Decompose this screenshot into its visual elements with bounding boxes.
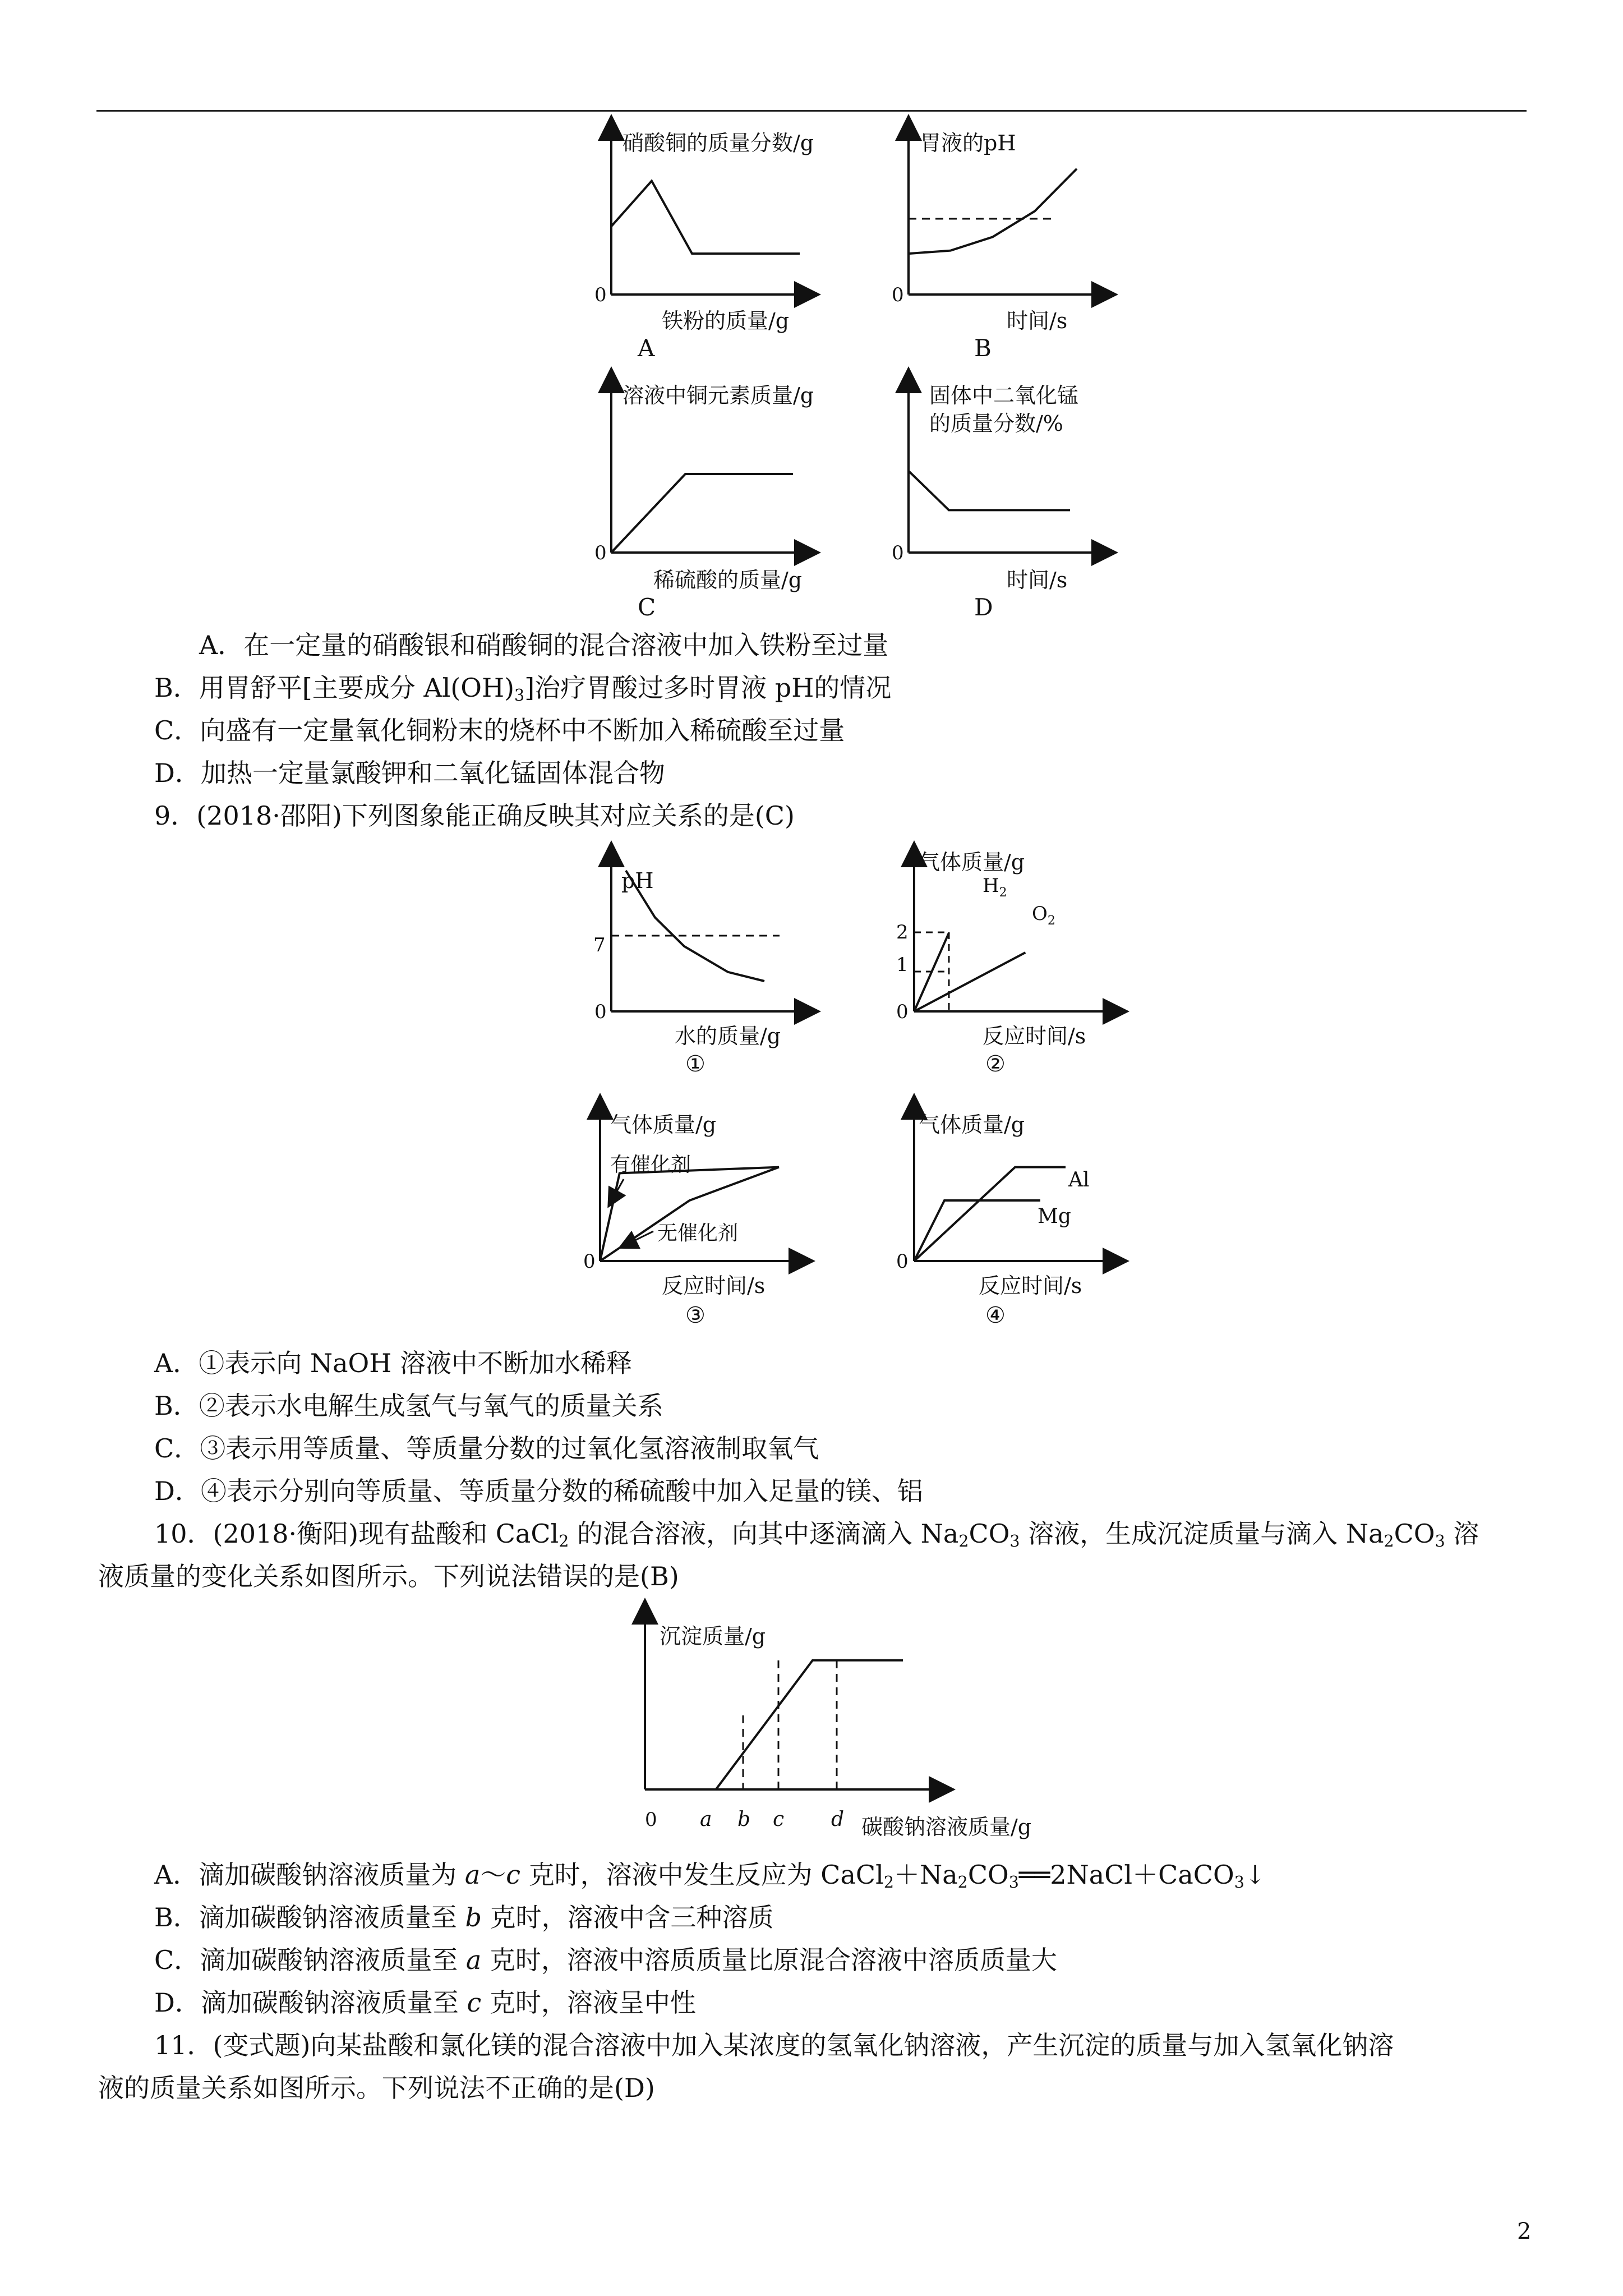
q10-option-b: B．滴加碳酸钠溶液质量至 b 克时，溶液中含三种溶质: [154, 1902, 774, 1932]
q8-option-c: C．向盛有一定量氧化铜粉末的烧杯中不断加入稀硫酸至过量: [154, 715, 845, 746]
series-line: [645, 1660, 903, 1789]
q9-option-d: D．④表示分别向等质量、等质量分数的稀硫酸中加入足量的镁、铝: [154, 1476, 923, 1506]
q9-option-c: C．③表示用等质量、等质量分数的过氧化氢溶液制取氧气: [154, 1433, 819, 1464]
x-axis-label: 时间/s: [1007, 309, 1068, 333]
q10-stem-line1: 10．(2018·衡阳)现有盐酸和 CaCl$_2$ 的混合溶液，向其中逐滴滴入 $Na_2CO_3$ 溶液，生成沉淀质量与滴入 $Na_2CO_3$ 溶: [154, 1519, 1479, 1551]
x-axis-label: 时间/s: [1007, 568, 1068, 592]
series-label-h2: $H_2$: [983, 875, 1007, 900]
q9-option-a: A．①表示向 NaOH 溶液中不断加水稀释: [154, 1348, 632, 1378]
origin-label: 0: [594, 284, 607, 306]
origin-label: 0: [896, 1250, 909, 1273]
series-line: [611, 474, 793, 553]
chart-q9-3: [561, 1099, 841, 1335]
header-rule: [96, 110, 1527, 112]
chart-q8-b: [858, 121, 1138, 362]
series-label-o2: $O_2$: [1032, 903, 1055, 928]
series-label-al: Al: [1068, 1168, 1090, 1191]
series-line-catalyst: [600, 1167, 779, 1261]
series-line-no-catalyst: [600, 1167, 779, 1261]
y-tick-label: 1: [896, 954, 909, 976]
y-axis-label: 胃液的pH: [920, 131, 1016, 155]
page-number: 2: [1517, 2219, 1532, 2244]
x-tick-a: a: [700, 1808, 712, 1831]
x-axis-label: 反应时间/s: [983, 1024, 1086, 1048]
origin-label: 0: [896, 1001, 909, 1023]
series-line-o2: [914, 953, 1025, 1011]
panel-label: C: [638, 593, 656, 621]
x-tick-b: b: [737, 1808, 751, 1831]
panel-label: A: [638, 334, 655, 362]
q8-option-d: D．加热一定量氯酸钾和二氧化锰固体混合物: [154, 758, 665, 788]
q11-stem-line1: 11．(变式题)向某盐酸和氯化镁的混合溶液中加入某浓度的氢氧化钠溶液，产生沉淀的质量与加入氢氧化钠溶: [154, 2030, 1394, 2060]
y-axis-label-line1: 固体中二氧化锰: [929, 383, 1079, 408]
chart-q8-a: [561, 121, 841, 362]
chart-q10: [628, 1604, 1066, 1846]
y-axis-label-line2: 的质量分数/%: [929, 411, 1063, 436]
origin-label: 0: [594, 542, 607, 564]
q10-option-d: D．滴加碳酸钠溶液质量至 c 克时，溶液呈中性: [154, 1987, 696, 2018]
y-tick-label: 7: [593, 934, 606, 956]
x-axis-label: 反应时间/s: [979, 1273, 1082, 1298]
y-axis-label: 气体质量/g: [919, 850, 1025, 875]
q9-option-b: B．②表示水电解生成氢气与氧气的质量关系: [154, 1391, 663, 1421]
series-label-no-catalyst: 无催化剂: [657, 1222, 739, 1245]
chart-q9-2: [858, 847, 1150, 1083]
x-axis-label: 铁粉的质量/g: [662, 309, 790, 333]
y-tick-label: 2: [896, 921, 909, 944]
q8-option-b: B．用胃舒平[主要成分 $Al(OH)_3$]治疗胃酸过多时胃液 pH的情况: [154, 673, 892, 705]
x-axis-label: 反应时间/s: [662, 1273, 766, 1298]
panel-label: ④: [985, 1303, 1006, 1328]
y-axis-label: 溶液中铜元素质量/g: [623, 383, 814, 408]
y-axis-label: 气体质量/g: [919, 1112, 1025, 1137]
origin-label: 0: [583, 1250, 596, 1273]
x-axis-label: 稀硫酸的质量/g: [653, 568, 803, 592]
panel-label: ①: [685, 1051, 706, 1077]
y-axis-label: 气体质量/g: [610, 1112, 717, 1137]
chart-q8-c: [561, 373, 841, 620]
series-line-mg: [914, 1200, 1040, 1261]
x-axis-label: 水的质量/g: [675, 1024, 781, 1048]
series-label-catalyst: 有催化剂: [610, 1153, 691, 1176]
origin-label: 0: [594, 1001, 607, 1023]
x-tick-c: c: [773, 1808, 785, 1831]
panel-label: B: [974, 334, 992, 362]
series-line: [909, 471, 1070, 510]
q10-stem-line2: 液质量的变化关系如图所示。下列说法错误的是(B): [98, 1561, 679, 1591]
series-line: [909, 169, 1077, 254]
panel-label: D: [974, 593, 993, 621]
y-axis-label: 硝酸铜的质量分数/g: [623, 131, 814, 155]
y-axis-label: pH: [621, 868, 654, 893]
panel-label: ③: [685, 1303, 706, 1328]
x-axis-label: 碳酸钠溶液质量/g: [861, 1815, 1032, 1839]
origin-label: 0: [892, 284, 904, 306]
series-label-mg: Mg: [1038, 1205, 1071, 1228]
q8-option-a: A．在一定量的硝酸银和硝酸铜的混合溶液中加入铁粉至过量: [199, 630, 889, 660]
y-axis-label: 沉淀质量/g: [660, 1624, 766, 1649]
chart-q9-4: [858, 1099, 1150, 1335]
q10-option-c: C．滴加碳酸钠溶液质量至 a 克时，溶液中溶质质量比原混合溶液中溶质质量大: [154, 1945, 1057, 1975]
chart-q8-d: [858, 373, 1138, 620]
chart-q9-1: [561, 847, 841, 1083]
q10-option-a: A．滴加碳酸钠溶液质量为 a～c 克时，溶液中发生反应为 $CaCl_2+Na_2CO_3══2NaCl+CaCO_3↓$: [154, 1860, 1266, 1892]
x-tick-d: d: [831, 1808, 845, 1831]
origin-label: 0: [892, 542, 904, 564]
q9-stem: 9．(2018·邵阳)下列图象能正确反映其对应关系的是(C): [154, 800, 795, 831]
q11-stem-line2: 液的质量关系如图所示。下列说法不正确的是(D): [98, 2073, 655, 2103]
origin-label: 0: [645, 1809, 657, 1831]
panel-label: ②: [985, 1051, 1006, 1077]
series-line: [611, 181, 800, 254]
